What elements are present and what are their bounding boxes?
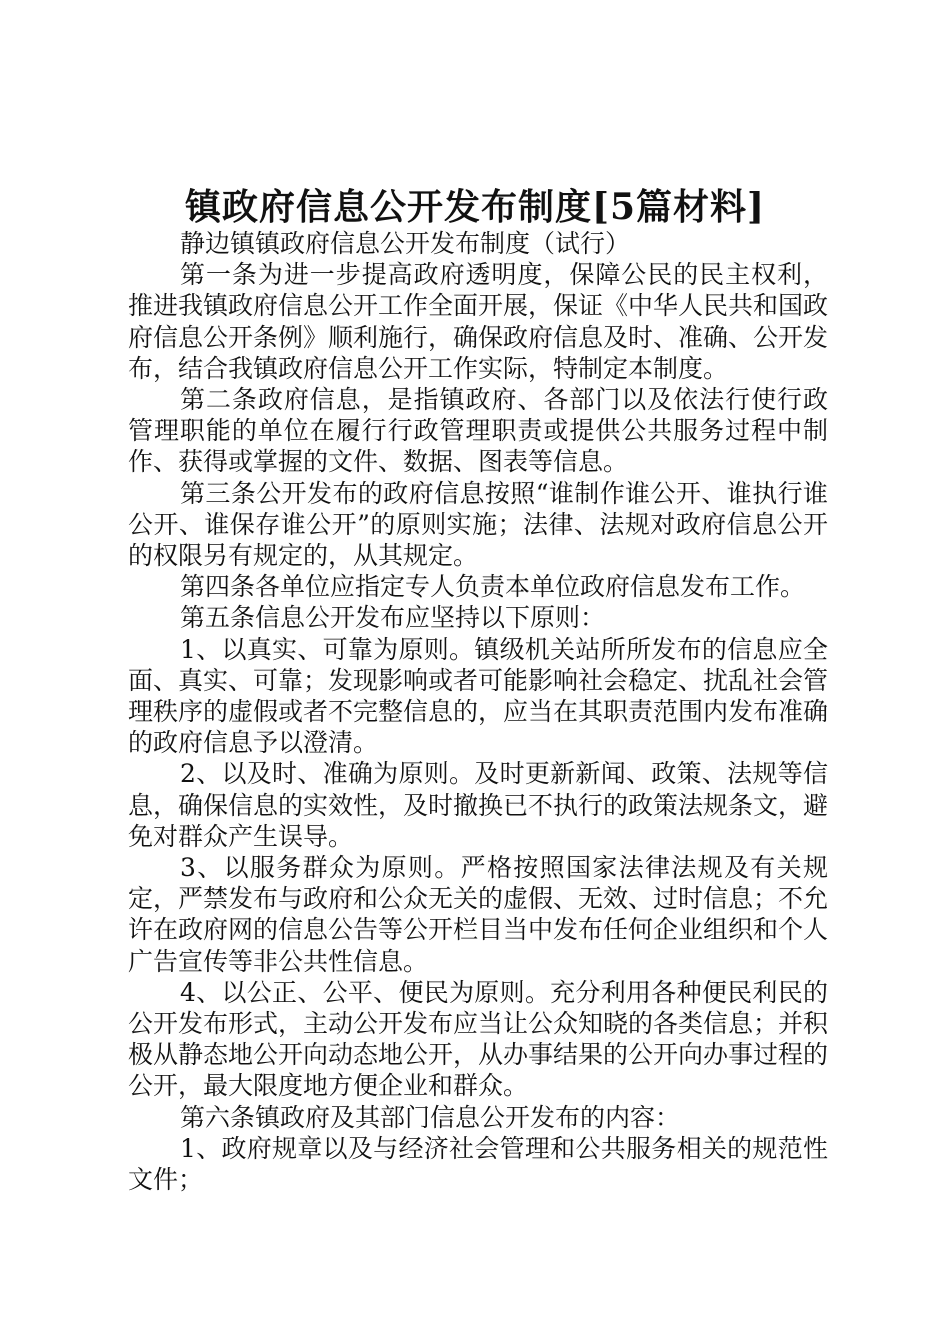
article-6-paragraph: 第六条镇政府及其部门信息公开发布的内容： bbox=[180, 1102, 681, 1132]
principle-4-paragraph: 4、以公正、公平、便民为原则。充分利用各种便民利民的公开发布形式，主动公开发布应当让公众知晓的各类信息；并积极从静态地公开向动态地公开，从办事结果的公开向办事过程的公开，最大限度地方便企业和群众。 bbox=[128, 977, 829, 1101]
document-body bbox=[128, 228, 828, 1195]
content-item-1-paragraph: 1、政府规章以及与经济社会管理和公共服务相关的规范性文件； bbox=[128, 1133, 828, 1195]
principle-2-paragraph: 2、以及时、准确为原则。及时更新新闻、政策、法规等信息，确保信息的实效性，及时撤换已不执行的政策法规条文，避免对群众产生误导。 bbox=[128, 759, 829, 851]
document-title: 镇政府信息公开发布制度[5篇材料] bbox=[184, 186, 766, 228]
principle-3-paragraph: 3、以服务群众为原则。严格按照国家法律法规及有关规定，严禁发布与政府和公众无关的虚假、无效、过时信息；不允许在政府网的信息公告等公开栏目当中发布任何企业组织和个人广告宣传等非公共性信息。 bbox=[128, 853, 829, 976]
article-1-paragraph: 第一条为进一步提高政府透明度，保障公民的民主权利，推进我镇政府信息公开工作全面开展，保证《中华人民共和国政府信息公开条例》顺利施行，确保政府信息及时、准确、公开发布，结合我镇政府信息公开工作实际，特制定本制度。 bbox=[128, 260, 829, 383]
article-3-paragraph: 第三条公开发布的政府信息按照“谁制作谁公开、谁执行谁公开、谁保存谁公开”的原则实施；法律、法规对政府信息公开的权限另有规定的，从其规定。 bbox=[128, 478, 828, 571]
subtitle-paragraph: 静边镇镇政府信息公开发布制度（试行） bbox=[180, 229, 631, 258]
article-5-paragraph: 第五条信息公开发布应坚持以下原则： bbox=[180, 603, 606, 633]
principle-1-paragraph: 1、以真实、可靠为原则。镇级机关站所所发布的信息应全面、真实、可靠；发现影响或者可能影响社会稳定、扰乱社会管理秩序的虚假或者不完整信息的，应当在其职责范围内发布准确的政府信息予以澄清。 bbox=[128, 634, 829, 758]
article-4-paragraph: 第四条各单位应指定专人负责本单位政府信息发布工作。 bbox=[180, 572, 806, 602]
article-2-paragraph: 第二条政府信息，是指镇政府、各部门以及依法行使行政管理职能的单位在履行行政管理职责或提供公共服务过程中制作、获得或掌握的文件、数据、图表等信息。 bbox=[128, 385, 828, 477]
